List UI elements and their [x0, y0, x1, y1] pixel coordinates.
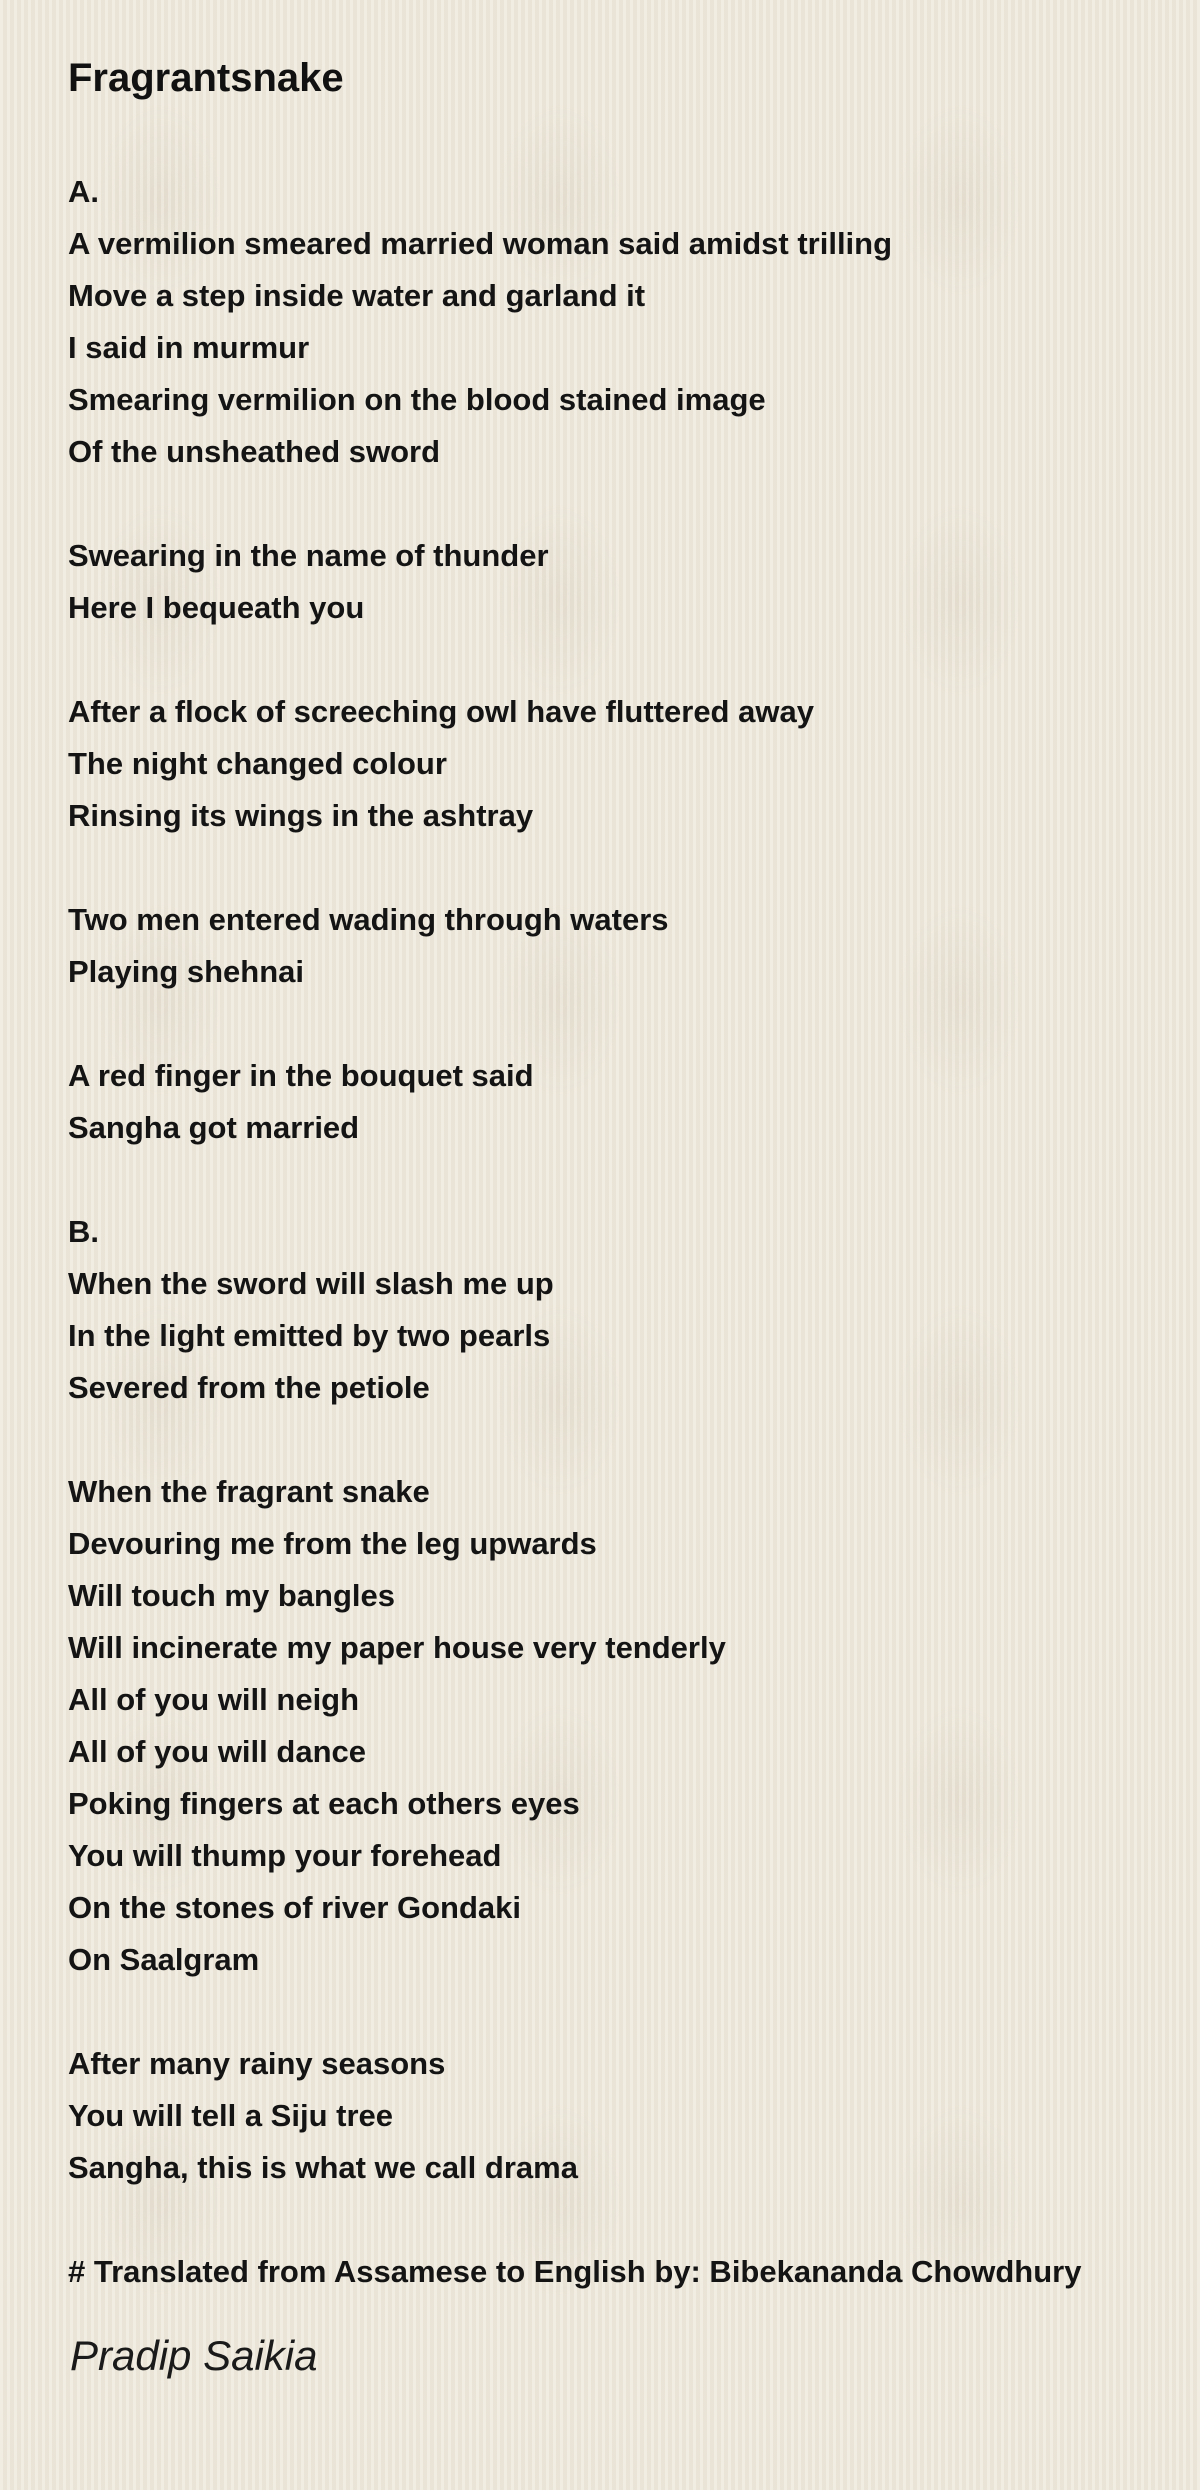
poem-line: Rinsing its wings in the ashtray	[68, 798, 534, 833]
poem-line: After many rainy seasons	[68, 2046, 446, 2081]
poem-line: You will thump your forehead	[68, 1838, 502, 1873]
poem-line: Severed from the petiole	[68, 1370, 430, 1405]
stanza-break	[68, 1414, 1178, 1466]
poem-line: Sangha, this is what we call drama	[68, 2150, 578, 2185]
poem-line: A.	[68, 174, 99, 209]
poem-line: On Saalgram	[68, 1942, 260, 1977]
stanza-break	[68, 842, 1178, 894]
stanza-break	[68, 2194, 1178, 2246]
poem-line: All of you will neigh	[68, 1682, 360, 1717]
poem-line: Here I bequeath you	[68, 590, 365, 625]
poem-title: Fragrantsnake	[68, 56, 344, 100]
poem-line: After a flock of screeching owl have fluttered away	[68, 694, 814, 729]
stanza-break	[68, 478, 1178, 530]
stanza-break	[68, 634, 1178, 686]
poem-line: Playing shehnai	[68, 954, 305, 989]
stanza-break	[68, 998, 1178, 1050]
poem-line: Devouring me from the leg upwards	[68, 1526, 597, 1561]
poem-line: Will touch my bangles	[68, 1578, 395, 1613]
poem-line: Smearing vermilion on the blood stained image	[68, 382, 766, 417]
stanza-break	[68, 1154, 1178, 1206]
poem-line: # Translated from Assamese to English by: Bibekananda Chowdhury	[68, 2254, 1082, 2289]
poem-line: All of you will dance	[68, 1734, 366, 1769]
poem-line: A red finger in the bouquet said	[68, 1058, 534, 1093]
poem-line: I said in murmur	[68, 330, 310, 365]
poem-line: Two men entered wading through waters	[68, 902, 669, 937]
stanza-break	[68, 1986, 1178, 2038]
poem-body	[68, 166, 1178, 2298]
poem-line: A vermilion smeared married woman said amidst trilling	[68, 226, 893, 261]
poem-line: On the stones of river Gondaki	[68, 1890, 522, 1925]
poem-line: Sangha got married	[68, 1110, 360, 1145]
poem-line: You will tell a Siju tree	[68, 2098, 394, 2133]
poem-card	[68, 48, 1178, 2386]
poem-line: When the fragrant snake	[68, 1474, 430, 1509]
poem-line: Poking fingers at each others eyes	[68, 1786, 580, 1821]
poem-line: The night changed colour	[68, 746, 447, 781]
poem-line: Swearing in the name of thunder	[68, 538, 549, 573]
poem-line: When the sword will slash me up	[68, 1266, 554, 1301]
poem-line: Will incinerate my paper house very tenderly	[68, 1630, 726, 1665]
poem-line: Move a step inside water and garland it	[68, 278, 646, 313]
poem-line: B.	[68, 1214, 99, 1249]
poem-line: In the light emitted by two pearls	[68, 1318, 551, 1353]
poem-line: Of the unsheathed sword	[68, 434, 441, 469]
poem-author: Pradip Saikia	[70, 2332, 318, 2379]
